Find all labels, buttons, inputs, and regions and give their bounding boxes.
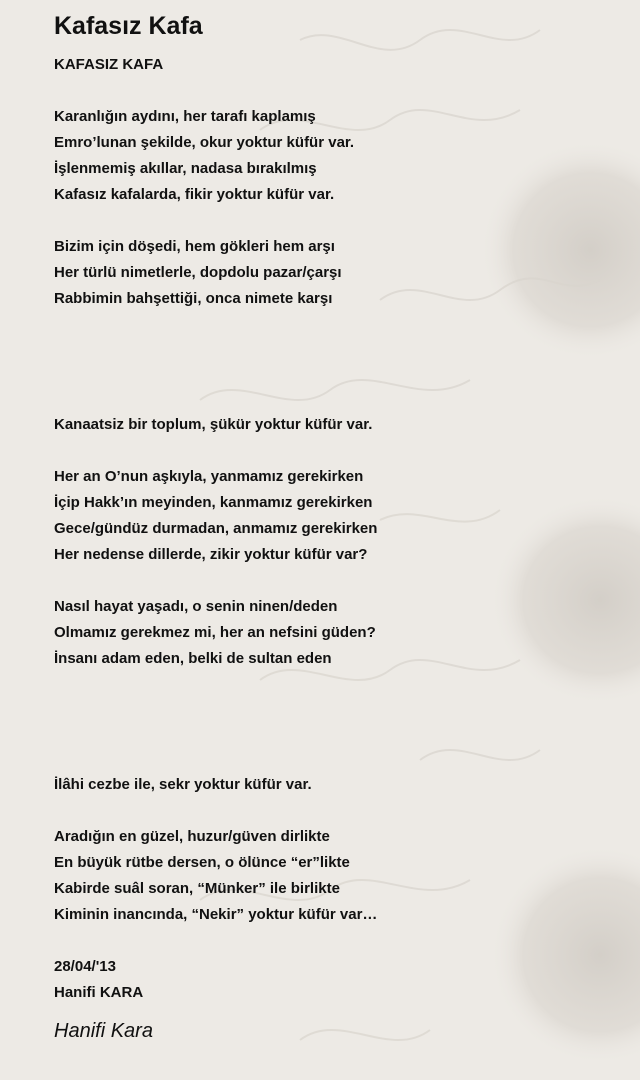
poem-line: İşlenmemiş akıllar, nadasa bırakılmış [54, 160, 317, 177]
page-title: Kafasız Kafa [54, 12, 203, 40]
poem-line: Karanlığın aydını, her tarafı kaplamış [54, 108, 316, 125]
poem-line: En büyük rütbe dersen, o ölünce “er”likte [54, 854, 350, 871]
poem-title: KAFASIZ KAFA [54, 56, 164, 73]
poem-line: Aradığın en güzel, huzur/güven dirlikte [54, 828, 330, 845]
poem-line: Kiminin inancında, “Nekir” yoktur küfür var… [54, 906, 378, 923]
poem-line: Emro’lunan şekilde, okur yoktur küfür var. [54, 134, 355, 151]
poem-line: Bizim için döşedi, hem gökleri hem arşı [54, 238, 335, 255]
poem-line: Nasıl hayat yaşadı, o senin ninen/deden [54, 598, 338, 615]
poem-line: Kabirde suâl soran, “Münker” ile birlikte [54, 880, 340, 897]
poem-line: Kafasız kafalarda, fikir yoktur küfür var. [54, 186, 335, 203]
poem-line: Kanaatsiz bir toplum, şükür yoktur küfür var. [54, 416, 373, 433]
poem-line: Her türlü nimetlerle, dopdolu pazar/çarşı [54, 264, 342, 281]
poem-line: İlâhi cezbe ile, sekr yoktur küfür var. [54, 776, 312, 793]
poem-line: Rabbimin bahşettiği, onca nimete karşı [54, 290, 333, 307]
poem-line: Her an O’nun aşkıyla, yanmamız gerekirken [54, 468, 364, 485]
poem-line: İnsanı adam eden, belki de sultan eden [54, 650, 332, 667]
poem-date: 28/04/'13 [54, 958, 116, 975]
author-signature: Hanifi Kara [54, 1020, 153, 1042]
poem-author: Hanifi KARA [54, 984, 144, 1001]
poem-line: İçip Hakk’ın meyinden, kanmamız gerekirken [54, 494, 373, 511]
poem-line: Her nedense dillerde, zikir yoktur küfür var? [54, 546, 368, 563]
poem-line: Olmamız gerekmez mi, her an nefsini güden? [54, 624, 376, 641]
poem-line: Gece/gündüz durmadan, anmamız gerekirken [54, 520, 378, 537]
